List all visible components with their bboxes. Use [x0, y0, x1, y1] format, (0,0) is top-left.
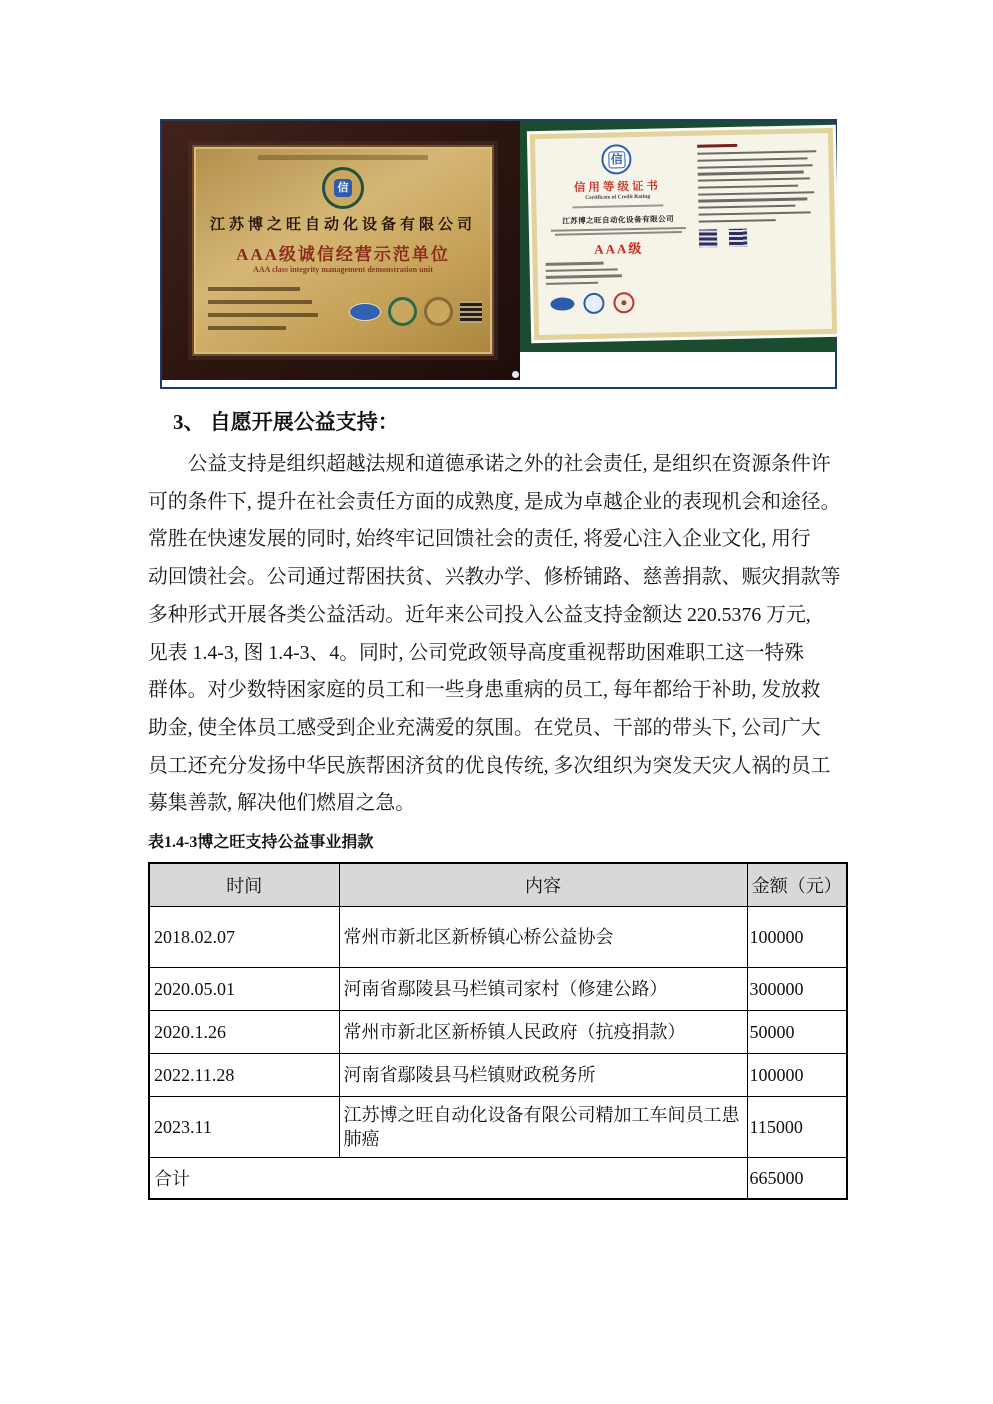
plaque-title-english: AAA class integrity management demonstration unit [253, 265, 433, 274]
donation-amount: 100000 [747, 907, 847, 968]
blue-medallion-icon [583, 293, 604, 314]
table-row [149, 1054, 847, 1097]
paragraph-line: 可的条件下, 提升在社会责任方面的成熟度, 是成为卓越企业的表现机会和途径。 [148, 490, 841, 513]
table-row [149, 968, 847, 1011]
donation-recipient: 江苏博之旺自动化设备有限公司精加工车间员工患肺癌 [339, 1097, 747, 1158]
donation-amount: 100000 [747, 1054, 847, 1097]
paragraph-line: 助金, 使全体员工感受到企业充满爱的氛围。在党员、干部的带头下, 公司广大 [148, 716, 821, 739]
red-seal-icon [613, 292, 634, 313]
plaque-company-name: 江苏博之旺自动化设备有限公司 [209, 217, 476, 233]
donation-amount: 300000 [747, 968, 847, 1011]
paragraph-line: 见表 1.4-3, 图 1.4-3、4。同时, 公司党政领导高度重视帮助困难职工这一特殊 [148, 641, 805, 664]
donation-table [148, 862, 848, 1200]
qr-code-icon [729, 229, 747, 247]
credit-emblem-icon [602, 144, 633, 175]
plaque-certificate-info-lines [208, 287, 318, 339]
plaque-seal-row [349, 297, 482, 326]
gold-plaque [192, 145, 494, 356]
certificate-fine-print [572, 204, 663, 208]
donation-recipient: 常州市新北区新桥镇人民政府（抗疫捐款） [339, 1011, 747, 1054]
certificate-clause-heading [697, 144, 737, 148]
section-heading: 3、 自愿开展公益支持： [173, 410, 399, 434]
camera-flash-reflection [512, 371, 519, 378]
paragraph-line: 募集善款, 解决他们燃眉之急。 [148, 792, 416, 815]
certificate-left-column [543, 143, 694, 330]
certificate-company-name: 江苏博之旺自动化设备有限公司 [562, 214, 675, 226]
emblem-character: 信 [334, 179, 352, 197]
table-header-cell: 时间 [149, 863, 339, 907]
blue-oval-logo-icon [349, 303, 381, 321]
donation-date: 2018.02.07 [149, 907, 339, 968]
table-row [149, 1097, 847, 1158]
certificate-title-english: Certificate of Credit Rating [585, 193, 651, 202]
emblem-character: 信 [608, 151, 625, 168]
paragraph-line: 公益支持是组织超越法规和道德承诺之外的社会责任, 是组织在资源条件许 [187, 453, 831, 475]
certificate-info-lines [546, 261, 623, 289]
paragraph-line: 多种形式开展各类公益活动。近年来公司投入公益支持金额达 220.5376 万元, [148, 603, 811, 626]
certificate-right-column [690, 140, 826, 327]
table-header-cell: 内容 [339, 863, 747, 907]
qr-code-icon [460, 301, 482, 323]
bronze-medallion-icon [424, 297, 453, 326]
credit-certificate [530, 128, 837, 340]
section-content [148, 410, 847, 1200]
table-row [149, 1011, 847, 1054]
donation-amount: 115000 [747, 1097, 847, 1158]
certificate-grade: AAA级 [594, 240, 644, 257]
plaque-title: AAA级诚信经营示范单位 [236, 245, 450, 264]
blue-oval-logo-icon [550, 297, 574, 310]
donation-recipient: 河南省鄢陵县马栏镇司家村（修建公路） [339, 968, 747, 1011]
donation-date: 2023.11 [149, 1097, 339, 1158]
donation-date: 2020.1.26 [149, 1011, 339, 1054]
paragraph-line: 群体。对少数特困家庭的员工和一些身患重病的员工, 每年都给于补助, 发放救 [148, 679, 821, 702]
paragraph-line: 动回馈社会。公司通过帮困扶贫、兴教办学、修桥铺路、慈善捐款、赈灾捐款等 [148, 566, 841, 589]
body-paragraph [148, 446, 847, 823]
table-caption: 表1.4-3博之旺支持公益事业捐款 [148, 834, 374, 852]
donation-table-head [149, 863, 847, 907]
donation-amount: 50000 [747, 1011, 847, 1054]
certificate-title: 信用等级证书 [573, 180, 662, 195]
total-amount: 665000 [747, 1158, 847, 1200]
credit-certificate-photo [520, 121, 835, 352]
table-header-row [149, 863, 847, 907]
donation-recipient: 常州市新北区新桥镇心桥公益协会 [339, 907, 747, 968]
donation-recipient: 河南省鄢陵县马栏镇财政税务所 [339, 1054, 747, 1097]
table-row [149, 907, 847, 968]
total-label: 合计 [149, 1158, 747, 1200]
certificate-qr-row [699, 227, 824, 248]
plaque-fine-print [258, 155, 428, 160]
paragraph-line: 常胜在快速发展的同时, 始终牢记回馈社会的责任, 将爱心注入企业文化, 用行 [148, 528, 811, 551]
certificate-seal-row [550, 292, 634, 315]
donation-table-body [149, 907, 847, 1200]
donation-date: 2020.05.01 [149, 968, 339, 1011]
paragraph-line: 员工还充分发扬中华民族帮困济贫的优良传统, 多次组织为突发天灾人祸的员工 [148, 754, 831, 777]
certificates-figure [160, 119, 837, 389]
certificate-fine-print [555, 231, 681, 236]
credit-association-emblem-icon [322, 167, 364, 209]
qr-code-icon [699, 229, 717, 247]
aaa-plaque-photo [162, 121, 520, 380]
table-total-row [149, 1158, 847, 1200]
donation-date: 2022.11.28 [149, 1054, 339, 1097]
green-medallion-icon [388, 297, 417, 326]
table-header-cell: 金额（元） [747, 863, 847, 907]
